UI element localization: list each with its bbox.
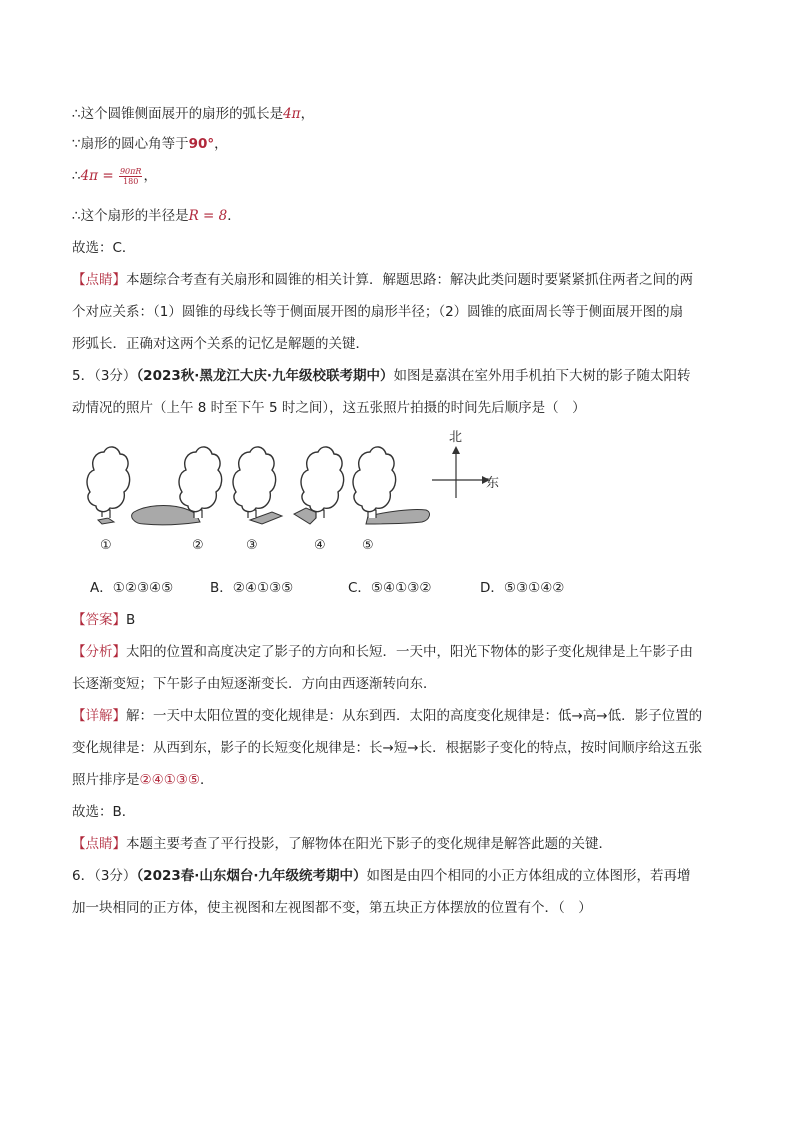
- tree-1: [87, 447, 130, 524]
- question-6-source: （2023春·山东烟台·九年级统考期中）: [136, 868, 367, 884]
- solution-line-central-angle: ∵扇形的圆心角等于90°，: [72, 136, 228, 152]
- question-5-line-1: 5．（3分）（2023秋·黑龙江大庆·九年级校联考期中）如图是嘉淇在室外用手机拍下大树的影子随太阳转: [72, 368, 691, 384]
- analysis-line-1: 【分析】太阳的位置和高度决定了影子的方向和长短．一天中，阳光下物体的影子变化规律是上午影子由: [72, 644, 693, 660]
- question-5-line-2: 动情况的照片（上午 8 时至下午 5 时之间），这五张照片拍摄的时间先后顺序是（ ）: [72, 400, 586, 416]
- detail-order: ②④①③⑤: [139, 772, 201, 788]
- compass-east-label: 东: [486, 476, 500, 491]
- math-radius: R = 8: [188, 208, 228, 224]
- photo-label-3: ③: [246, 538, 258, 553]
- tree-4: [294, 447, 344, 524]
- math-arc-length: 4π: [283, 106, 301, 122]
- math-fraction: $\frac{90\pi R}{180}$: [119, 166, 142, 186]
- tree-shadow-svg: [80, 432, 520, 562]
- review-line-1: 【点睛】本题综合考查有关扇形和圆锥的相关计算．解题思路：解决此类问题时要紧紧抓住两者之间的两: [72, 272, 693, 288]
- math-central-angle: 90°: [188, 136, 215, 152]
- answer-tag: 【答案】: [72, 612, 126, 628]
- answer-value: B: [126, 612, 136, 628]
- question-5-options: [90, 578, 564, 598]
- analysis-line-2: 长逐渐变短；下午影子由短逐渐变长．方向由西逐渐转向东．: [72, 676, 437, 692]
- review-tag: 【点睛】: [72, 272, 126, 288]
- detail-line-1: 【详解】解：一天中太阳位置的变化规律是：从东到西．太阳的高度变化规律是：低→高→低．影子位置的: [72, 708, 703, 724]
- photo-label-4: ④: [314, 538, 326, 553]
- photo-label-5: ⑤: [362, 538, 374, 553]
- option-d[interactable]: D．⑤③①④②: [480, 580, 565, 596]
- detail-line-3: 照片排序是②④①③⑤．: [72, 772, 214, 788]
- option-a[interactable]: A．①②③④⑤: [90, 580, 174, 596]
- tree-5: [353, 447, 429, 524]
- option-c[interactable]: C．⑤④①③②: [348, 580, 432, 596]
- question-5-choice: 故选：B．: [72, 804, 136, 820]
- solution-line-radius: ∴这个扇形的半径是R = 8．: [72, 208, 241, 224]
- solution-line-arc-length: ∴这个圆锥侧面展开的扇形的弧长是4π，: [72, 106, 315, 122]
- detail-line-2: 变化规律是：从西到东，影子的长短变化规律是：长→短→长．根据影子变化的特点，按时间顺序给这五张: [72, 740, 703, 756]
- tree-3: [233, 447, 282, 524]
- compass-north-label: 北: [449, 430, 463, 445]
- review-tag-5: 【点睛】: [72, 836, 126, 852]
- photo-label-2: ②: [192, 538, 204, 553]
- tree-2: [132, 447, 222, 525]
- detail-tag: 【详解】: [72, 708, 126, 724]
- answer-line: [72, 610, 135, 630]
- solution-choice-c: 故选：C．: [72, 240, 136, 256]
- tree-shadow-figure: [80, 432, 520, 566]
- compass-icon: [432, 446, 490, 498]
- option-b[interactable]: B．②④①③⑤: [210, 580, 294, 596]
- question-6-line-2: 加一块相同的正方体，使主视图和左视图都不变，第五块正方体摆放的位置有个．（ ）: [72, 900, 592, 916]
- photo-label-1: ①: [100, 538, 112, 553]
- solution-line-equation: ∴4π = $\frac{90\pi R}{180}$ ，: [72, 166, 157, 186]
- question-5-review: 【点睛】本题主要考查了平行投影，了解物体在阳光下影子的变化规律是解答此题的关键．: [72, 836, 612, 852]
- math-equation-lhs: 4π =: [80, 168, 114, 184]
- analysis-tag: 【分析】: [72, 644, 126, 660]
- shadow-1: [98, 518, 114, 524]
- question-6-line-1: 6．（3分）（2023春·山东烟台·九年级统考期中）如图是由四个相同的小正方体组成的立体图形，若再增: [72, 868, 691, 884]
- review-line-2: 个对应关系：（1）圆锥的母线长等于侧面展开图的扇形半径；（2）圆锥的底面周长等于侧面展开图的扇: [72, 304, 684, 320]
- review-line-3: 形弧长．正确对这两个关系的记忆是解题的关键．: [72, 336, 369, 352]
- question-5-source: （2023秋·黑龙江大庆·九年级校联考期中）: [136, 368, 394, 384]
